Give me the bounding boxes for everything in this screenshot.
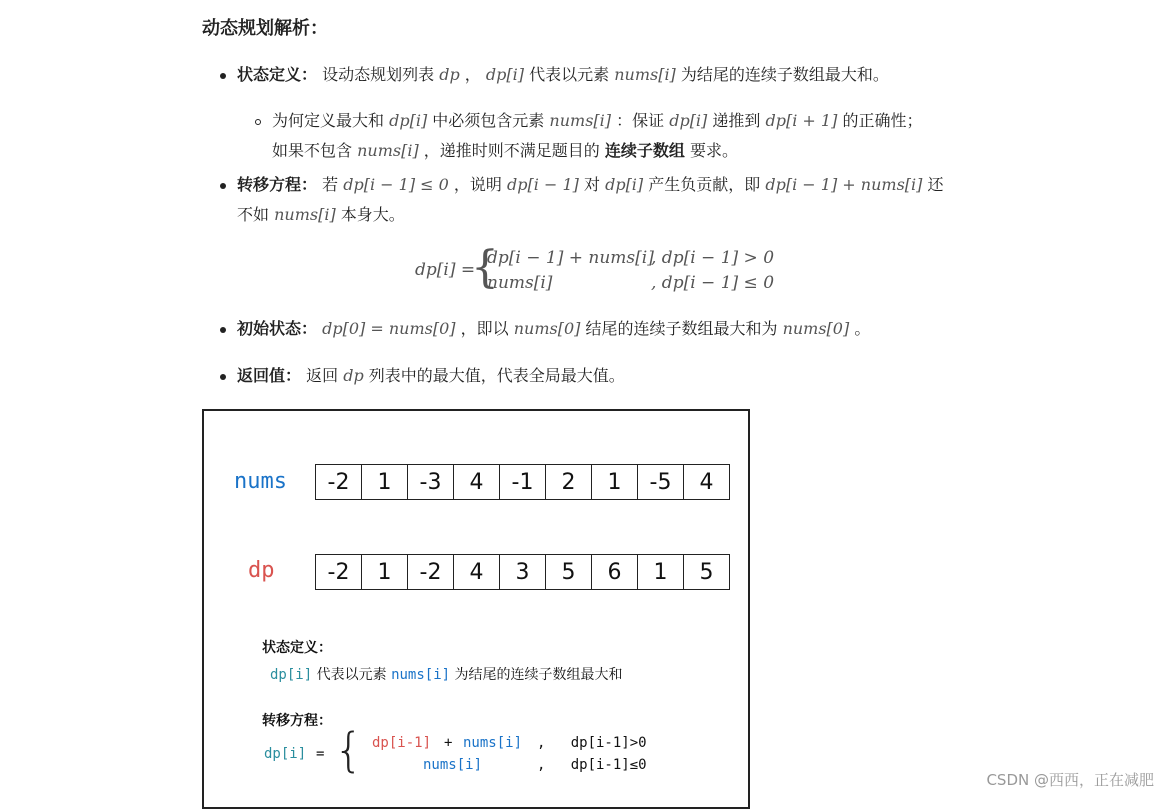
array-cell: 4 [453, 464, 500, 500]
bullet-dot [220, 73, 226, 79]
bullet-transfer-equation [237, 170, 967, 230]
math: nums[0] [513, 319, 581, 338]
math: dp[0] = nums[0] [322, 319, 456, 338]
equation-lhs: dp[i] = [415, 260, 476, 280]
array-cell: -1 [499, 464, 546, 500]
section-heading: 动态规划解析： [202, 18, 328, 39]
math: dp[i − 1] + nums[i] [765, 175, 923, 194]
array-cell: 1 [361, 554, 408, 590]
bold-term: 连续子数组 [604, 141, 685, 160]
array-cell: 4 [683, 464, 730, 500]
bullet-dot [220, 327, 226, 333]
bullet-label: 初始状态： [237, 319, 318, 338]
case2-expr: nums[i] [487, 273, 553, 293]
math: dp[i] [605, 175, 644, 194]
math: dp [439, 65, 460, 84]
state-dp: dp[i] [270, 667, 313, 683]
dp-array [316, 554, 730, 590]
sub-bullet-why [272, 106, 972, 166]
math: dp[i + 1] [765, 111, 838, 130]
array-cell: 2 [545, 464, 592, 500]
array-cell: 3 [499, 554, 546, 590]
nums-row-label: nums [234, 469, 287, 494]
array-cell: -3 [407, 464, 454, 500]
text: 结尾的连续子数组最大和为 [585, 319, 778, 338]
array-cell: -2 [407, 554, 454, 590]
text: 代表以元素 [529, 65, 610, 84]
text: 。 [854, 319, 871, 338]
text: 为何定义最大和 [272, 111, 385, 130]
array-cell: -2 [315, 464, 362, 500]
array-cell: 5 [683, 554, 730, 590]
array-cell: -5 [637, 464, 684, 500]
text: 递推到 [712, 111, 761, 130]
figure-case2-cond: , dp[i-1]≤0 [537, 757, 647, 773]
text: ：保证 [616, 111, 665, 130]
text: ，递推时则不满足题目的 [423, 141, 600, 160]
text: 列表中的最大值，代表全局最大值。 [368, 366, 625, 385]
dp-row-label: dp [248, 558, 275, 583]
figure-lhs: dp[i] [264, 746, 307, 762]
state-nums: nums[i] [391, 667, 451, 683]
text: 代表以元素 [316, 667, 387, 683]
array-cell: 6 [591, 554, 638, 590]
array-cell: 5 [545, 554, 592, 590]
text: 本身大。 [340, 205, 405, 224]
text: 的正确性； [842, 111, 923, 130]
math: dp[i] [669, 111, 708, 130]
bullet-initial-state [237, 314, 870, 344]
text: ， [464, 65, 481, 84]
math: dp[i − 1] [507, 175, 579, 194]
text: 对 [583, 175, 600, 194]
case2-cond: , dp[i − 1] ≤ 0 [651, 273, 775, 293]
figure-transfer-title: 转移方程： [262, 713, 332, 729]
math: nums[i] [549, 111, 611, 130]
math: dp[i] [485, 65, 524, 84]
bullet-label: 转移方程： [237, 175, 318, 194]
case1-cond: , dp[i − 1] > 0 [651, 248, 775, 268]
math: nums[i] [614, 65, 676, 84]
array-cell: -2 [315, 554, 362, 590]
figure-case1-cond: , dp[i-1]>0 [537, 735, 647, 751]
text: ，说明 [453, 175, 502, 194]
bullet-dot [220, 183, 226, 189]
bullet-label: 返回值： [237, 366, 302, 385]
array-cell: 1 [591, 464, 638, 500]
figure-case2-nums: nums[i] [423, 757, 483, 773]
nums-array [316, 464, 730, 500]
figure-case1-nums: nums[i] [463, 735, 523, 751]
figure-equals: = [316, 746, 325, 762]
sub-bullet-ring [255, 119, 261, 125]
left-brace: { [471, 242, 499, 293]
dp-illustration-figure [202, 409, 750, 809]
bullet-label: 状态定义： [237, 65, 318, 84]
case1-expr: dp[i − 1] + nums[i] [487, 248, 654, 268]
figure-case1-dp: dp[i-1] [372, 735, 432, 751]
math: nums[0] [782, 319, 850, 338]
figure-case1-plus: + [444, 735, 453, 751]
text: 返回 [306, 366, 339, 385]
bullet-state-definition [237, 60, 889, 90]
array-cell: 4 [453, 554, 500, 590]
math: dp[i] [389, 111, 428, 130]
array-cell: 1 [361, 464, 408, 500]
figure-left-brace: { [334, 723, 364, 777]
text: ，即以 [460, 319, 509, 338]
text: 为结尾的连续子数组最大和 [454, 667, 623, 683]
math: nums[i] [274, 205, 336, 224]
text: 为结尾的连续子数组最大和。 [680, 65, 889, 84]
text: 如果不包含 [272, 141, 353, 160]
text: 中必须包含元素 [432, 111, 545, 130]
bullet-return-value [237, 361, 625, 391]
math: dp[i − 1] ≤ 0 [343, 175, 449, 194]
math: nums[i] [357, 141, 419, 160]
text: 若 [322, 175, 339, 194]
text: 产生负贡献，即 [648, 175, 761, 194]
text: 还 [927, 175, 944, 194]
bullet-dot [220, 374, 226, 380]
figure-state-title: 状态定义： [262, 640, 332, 656]
figure-state-line [270, 664, 623, 684]
text: 设动态规划列表 [322, 65, 435, 84]
math: dp [343, 366, 364, 385]
text: 要求。 [690, 141, 739, 160]
text: 不如 [237, 205, 270, 224]
csdn-watermark: CSDN @西西，正在减肥 [986, 771, 1154, 789]
array-cell: 1 [637, 554, 684, 590]
